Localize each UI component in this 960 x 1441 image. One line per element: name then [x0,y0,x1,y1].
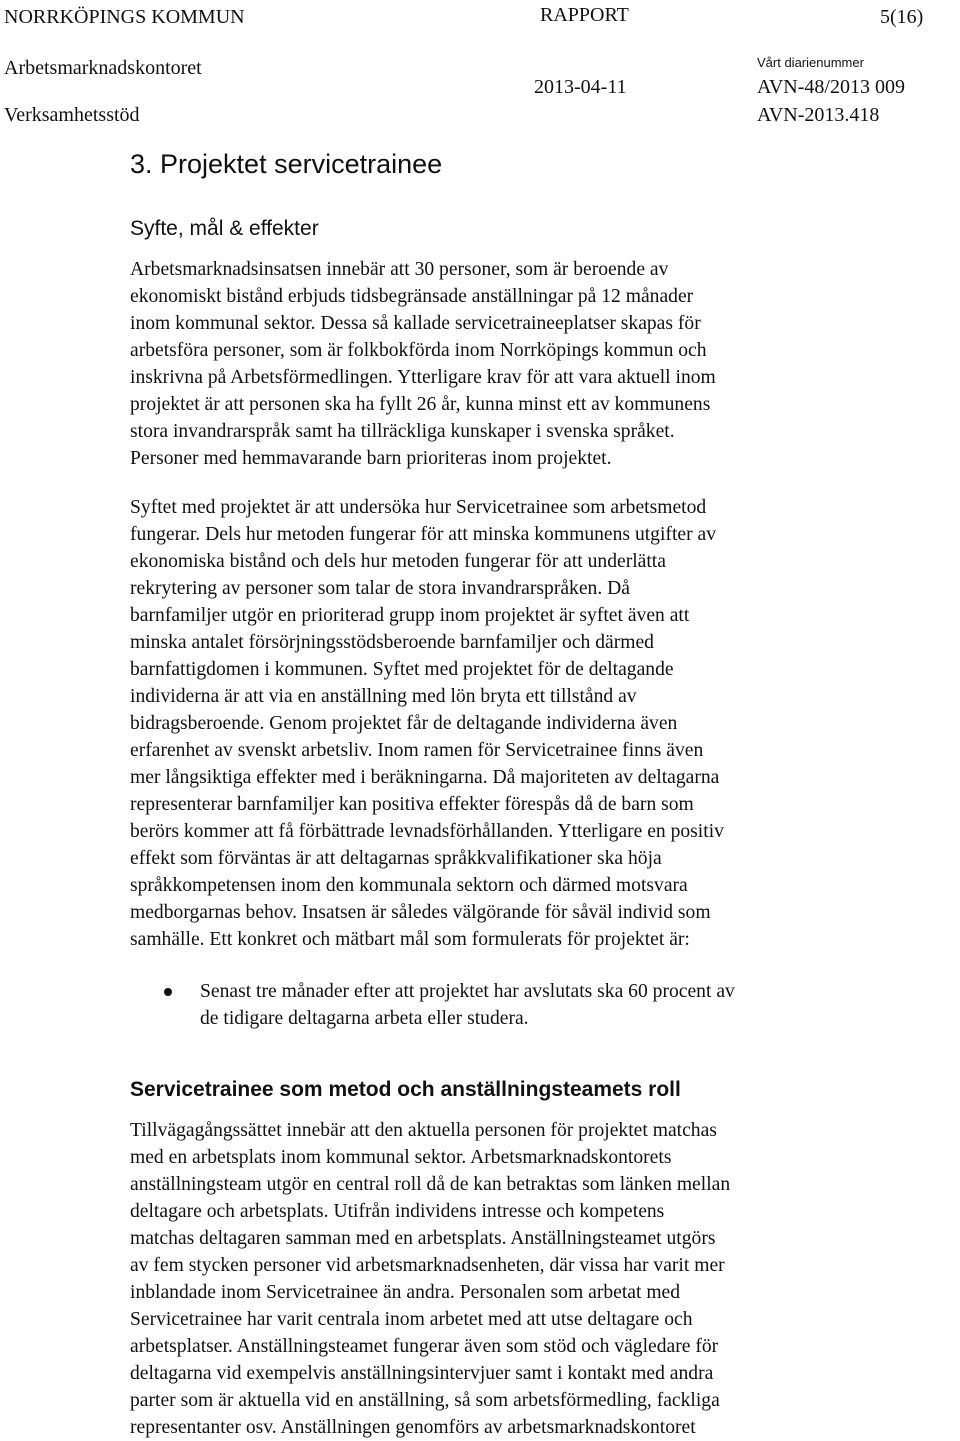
paragraph-line: matchas deltagaren samman med en arbetsplats. Anställningsteamet utgörs [130,1228,716,1249]
paragraph-line: mer långsiktiga effekter med i beräkningarna. Då majoriteten av deltagarna [130,767,720,788]
paragraph-line: representerar barnfamiljer kan positiva effekter förespås då de barn som [130,794,694,815]
paragraph-line: samhälle. Ett konkret och mätbart mål som formulerats för projektet är: [130,929,690,950]
paragraph-line: inblandade inom Servicetrainee än andra. Personalen som arbetat med [130,1282,681,1303]
paragraph-line: anställningsteam utgör en central roll då de kan betraktas som länken mellan [130,1174,731,1195]
paragraph-line: bidragsberoende. Genom projektet får de deltagande individerna även [130,713,678,734]
paragraph-line: rekrytering av personer som talar de stora invandrarspråken. Då [130,578,630,599]
paragraph-line: inskrivna på Arbetsförmedlingen. Ytterligare krav för att vara aktuell inom [130,367,716,388]
department-name: Arbetsmarknadskontoret [4,57,202,79]
paragraph-line: inom kommunal sektor. Dessa så kallade servicetraineeplatser skapas för [130,313,701,334]
paragraph-line: fungerar. Dels hur metoden fungerar för att minska kommunens utgifter av [130,524,717,545]
paragraph-line: arbetsplatser. Anställningsteamet fungerar även som stöd och vägledare för [130,1336,719,1357]
paragraph-line: stora invandrarspråk samt ha tillräckliga kunskaper i svenska språket. [130,421,675,442]
paragraph-2 [130,494,724,953]
paragraph-line: Arbetsmarknadsinsatsen innebär att 30 personer, som är beroende av [130,259,669,280]
bullet-line: de tidigare deltagarna arbeta eller studera. [200,1008,529,1029]
section-title: 3. Projektet servicetrainee [130,149,443,179]
bullet-text [200,978,735,1032]
paragraph-line: språkkompetensen inom den kommunala sektorn och därmed motsvara [130,875,688,896]
report-date: 2013-04-11 [534,76,627,98]
paragraph-line: deltagarna vid exempelvis anställningsintervjuer samt i kontakt med andra [130,1363,714,1384]
paragraph-1 [130,256,716,472]
org-name: NORRKÖPINGS KOMMUN [4,6,245,28]
paragraph-line: representanter osv. Anställningen genomförs av arbetsmarknadskontoret [130,1417,696,1438]
paragraph-line: individerna är att via en anställning med lön bryta ett tillstånd av [130,686,637,707]
bullet-icon [164,988,172,996]
paragraph-line: medborgarnas behov. Insatsen är således välgörande för såväl individ som [130,902,711,923]
paragraph-line: av fem stycken personer vid arbetsmarknadsenheten, där vissa har varit mer [130,1255,725,1276]
paragraph-line: Tillvägagångssättet innebär att den aktuella personen för projektet matchas [130,1120,717,1141]
paragraph-line: minska antalet försörjningsstödsberoende barnfamiljer och därmed [130,632,654,653]
paragraph-line: Servicetrainee har varit centrala inom arbetet med att utse deltagare och [130,1309,693,1330]
paragraph-line: projektet är att personen ska ha fyllt 26 år, kunna minst ett av kommunens [130,394,711,415]
reference-number-2: AVN-2013.418 [757,104,880,126]
reference-number-1: AVN-48/2013 009 [757,76,905,98]
paragraph-line: deltagare och arbetsplats. Utifrån individens intresse och kompetens [130,1201,665,1222]
subsection-heading-purpose: Syfte, mål & effekter [130,217,319,240]
paragraph-line: ekonomiska bistånd och dels hur metoden fungerar för att underlätta [130,551,666,572]
paragraph-line: effekt som förväntas är att deltagarnas språkkvalifikationer ska höja [130,848,662,869]
unit-name: Verksamhetsstöd [4,104,140,126]
paragraph-line: barnfamiljer utgör en prioriterad grupp inom projektet är syftet även att [130,605,690,626]
paragraph-line: berörs kommer att få förbättrade levnadsförhållanden. Ytterligare en positiv [130,821,724,842]
paragraph-line: barnfattigdomen i kommunen. Syftet med projektet för de deltagande [130,659,674,680]
bullet-line: Senast tre månader efter att projektet har avslutats ska 60 procent av [200,981,735,1002]
paragraph-line: parter som är aktuella vid en anställning, så som arbetsförmedling, fackliga [130,1390,720,1411]
paragraph-line: med en arbetsplats inom kommunal sektor. Arbetsmarknadskontorets [130,1147,672,1168]
paragraph-3 [130,1117,730,1441]
paragraph-line: Syftet med projektet är att undersöka hur Servicetrainee som arbetsmetod [130,497,707,518]
reference-label: Vårt diarienummer [757,55,864,70]
page-number: 5(16) [880,6,924,28]
document-type: RAPPORT [540,4,629,26]
paragraph-line: Personer med hemmavarande barn prioriteras inom projektet. [130,448,612,469]
paragraph-line: ekonomiskt bistånd erbjuds tidsbegränsade anställningar på 12 månader [130,286,694,307]
paragraph-line: erfarenhet av svenskt arbetsliv. Inom ramen för Servicetrainee finns även [130,740,704,761]
subsection-heading-method: Servicetrainee som metod och anställningsteamets roll [130,1078,681,1101]
paragraph-line: arbetsföra personer, som är folkbokförda inom Norrköpings kommun och [130,340,707,361]
